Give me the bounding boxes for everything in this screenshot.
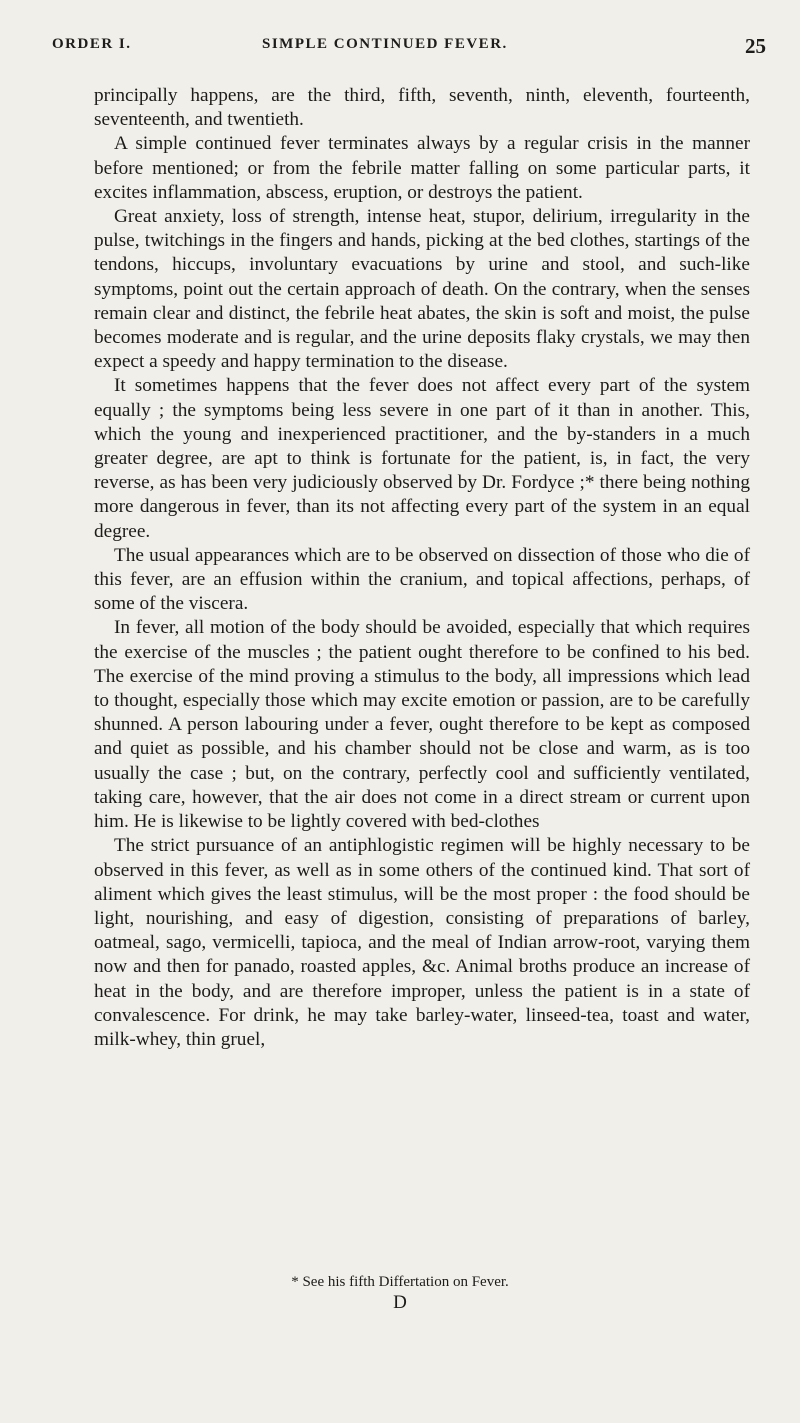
signature-mark: D [393, 1292, 407, 1313]
header-chapter-title: SIMPLE CONTINUED FEVER. [262, 36, 508, 52]
paragraph-4: It sometimes happens that the fever does not affect every part of the system equally ; the symptoms being less severe in one part of it than in another. This, which the young and inexperienced practitioner, and the by-standers in a much greater degree, are apt to think is fortunate for the patient, is, in fact, the very reverse, as has been very judiciously observed by Dr. Fordyce ;* there being nothing more dangerous in fever, than its not affecting every part of the system in an equal degree. [94, 375, 750, 542]
body-text [94, 84, 750, 1052]
paragraph-2: A simple continued fever terminates always by a regular crisis in the manner before mentioned; or from the febrile matter falling on some particular parts, it excites inflammation, abscess, eruption, or destroys the patient. [94, 133, 750, 203]
paragraph-3: Great anxiety, loss of strength, intense heat, stupor, delirium, irregularity in the pulse, twitchings in the fingers and hands, picking at the bed clothes, startings of the tendons, hiccups, involuntary evacuations by urine and stool, and such-like symptoms, point out the certain approach of death. On the contrary, when the senses remain clear and distinct, the febrile heat abates, the skin is soft and moist, the pulse becomes moderate and is regular, and the urine deposits flaky crystals, we may then expect a speedy and happy termination to the disease. [94, 206, 750, 373]
paragraph-1: principally happens, are the third, fifth, seventh, ninth, eleventh, fourteenth, seventeenth, and twentieth. [94, 85, 750, 131]
footnote: * See his fifth Differtation on Fever. [291, 1274, 509, 1290]
header-order: ORDER I. [52, 36, 132, 52]
paragraph-5: The usual appearances which are to be observed on dissection of those who die of this fever, are an effusion within the cranium, and topical affections, perhaps, of some of the viscera. [94, 544, 750, 615]
running-head [52, 36, 766, 60]
page-number: 25 [745, 34, 766, 58]
paragraph-7: The strict pursuance of an antiphlogistic regimen will be highly necessary to be observed in this fever, as well as in some others of the continued kind. That sort of aliment which gives the least stimulus, will be the most proper : the food should be light, nourishing, and easy of digestion, consisting of preparations of barley, oatmeal, sago, vermicelli, tapioca, and the meal of Indian arrow-root, varying them now and then for panado, roasted apples, &c. Animal broths produce an increase of heat in the body, and are therefore improper, unless the patient is in a state of convalescence. For drink, he may take barley-water, linseed-tea, toast and water, milk-whey, thin gruel, [94, 835, 750, 1050]
paragraph-6: In fever, all motion of the body should be avoided, especially that which requires the exercise of the muscles ; the patient ought therefore to be confined to his bed. The exercise of the mind proving a stimulus to the body, all impressions which lead to thought, especially those which may excite emotion or passion, are to be carefully shunned. A person labouring under a fever, ought therefore to be kept as composed and quiet as possible, and his chamber should not be close and warm, as is too usually the case ; but, on the contrary, perfectly cool and sufficiently ventilated, taking care, however, that the air does not come in a direct stream or current upon him. He is likewise to be lightly covered with bed-clothes [94, 617, 750, 833]
